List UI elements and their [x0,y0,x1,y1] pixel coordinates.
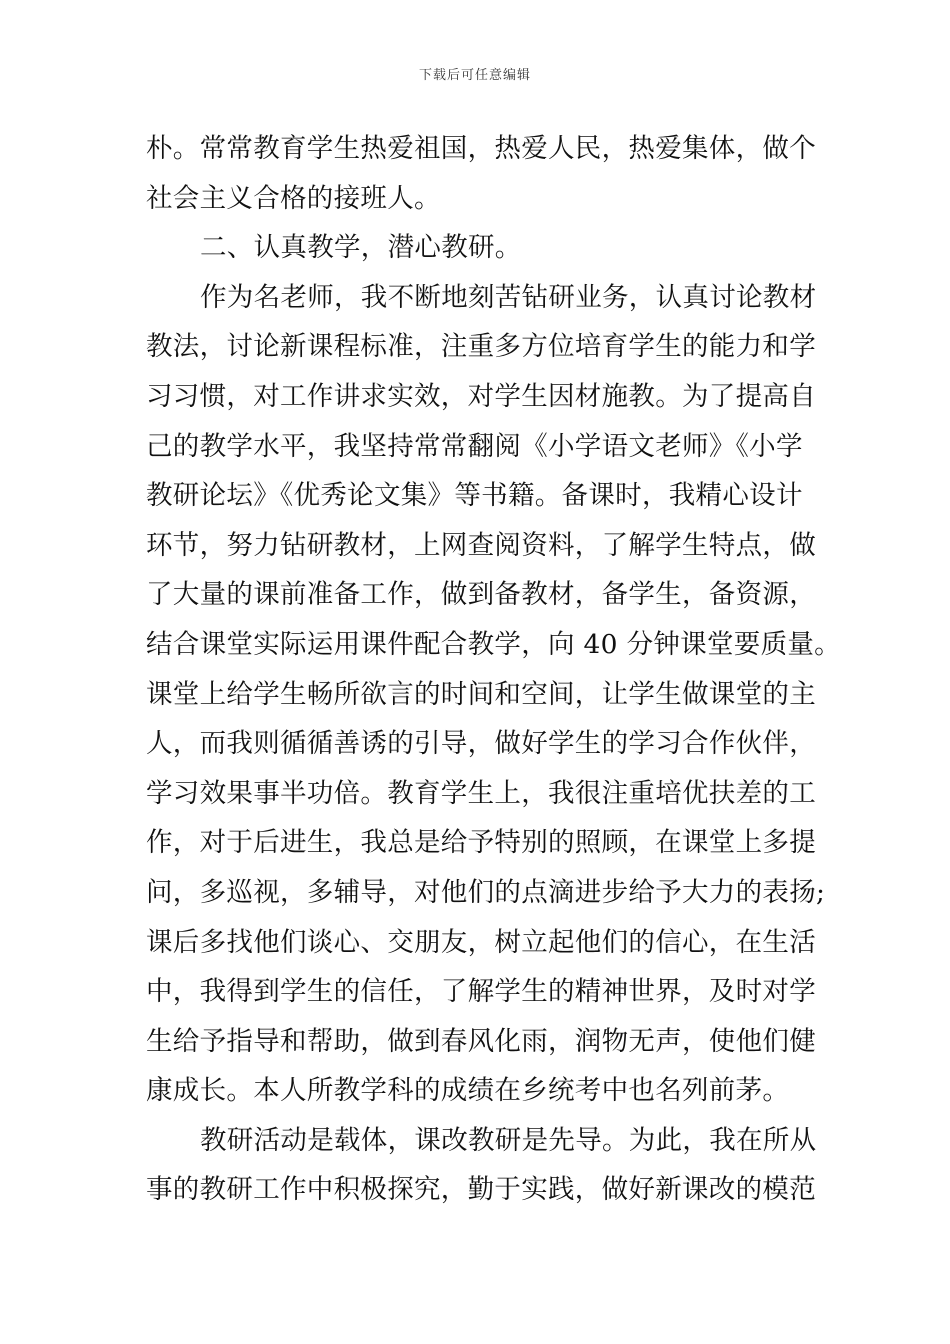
text-line: 环节，努力钻研教材，上网查阅资料，了解学生特点，做 [146,529,816,561]
text-line: 中，我得到学生的信任，了解学生的精神世界，及时对学 [146,976,816,1008]
text-line: 学习效果事半功倍。教育学生上，我很注重培优扶差的工 [146,777,816,809]
text-line: 己的教学水平，我坚持常常翻阅《小学语文老师》《小学 [146,430,803,462]
text-line: 结合课堂实际运用课件配合教学，向 40 分钟课堂要质量。 [146,628,841,660]
text-line: 朴。常常教育学生热爱祖国，热爱人民，热爱集体，做个 [146,133,816,164]
text-line: 生给予指导和帮助，做到春风化雨，润物无声，使他们健 [146,1025,816,1057]
text-line: 作为名老师，我不断地刻苦钻研业务，认真讨论教材 [200,281,817,313]
page-header: 下载后可任意编辑 [418,68,531,83]
text-line: 二、认真教学，潜心教研。 [200,232,522,264]
text-line: 事的教研工作中积极探究，勤于实践，做好新课改的模范 [146,1174,816,1206]
text-line: 教研论坛》《优秀论文集》等书籍。备课时，我精心设计 [146,480,803,512]
text-line: 问，多巡视，多辅导，对他们的点滴进步给予大力的表扬; [146,876,826,908]
text-line: 康成长。本人所教学科的成绩在乡统考中也名列前茅。 [146,1075,790,1107]
text-line: 了大量的课前准备工作，做到备教材，备学生，备资源， [146,579,816,611]
text-line: 习习惯，对工作讲求实效，对学生因材施教。为了提高自 [146,380,816,412]
text-line: 作，对于后进生，我总是给予特别的照顾，在课堂上多提 [146,827,816,859]
text-line: 课堂上给学生畅所欲言的时间和空间，让学生做课堂的主 [146,678,816,710]
text-line: 教法，讨论新课程标准，注重多方位培育学生的能力和学 [146,331,816,363]
body-text [146,124,841,1215]
text-line: 课后多找他们谈心、交朋友，树立起他们的信心，在生活 [146,926,816,958]
text-line: 教研活动是载体，课改教研是先导。为此，我在所从 [200,1124,817,1156]
text-line: 人，而我则循循善诱的引导，做好学生的学习合作伙伴， [146,728,816,760]
text-line: 社会主义合格的接班人。 [146,182,441,214]
